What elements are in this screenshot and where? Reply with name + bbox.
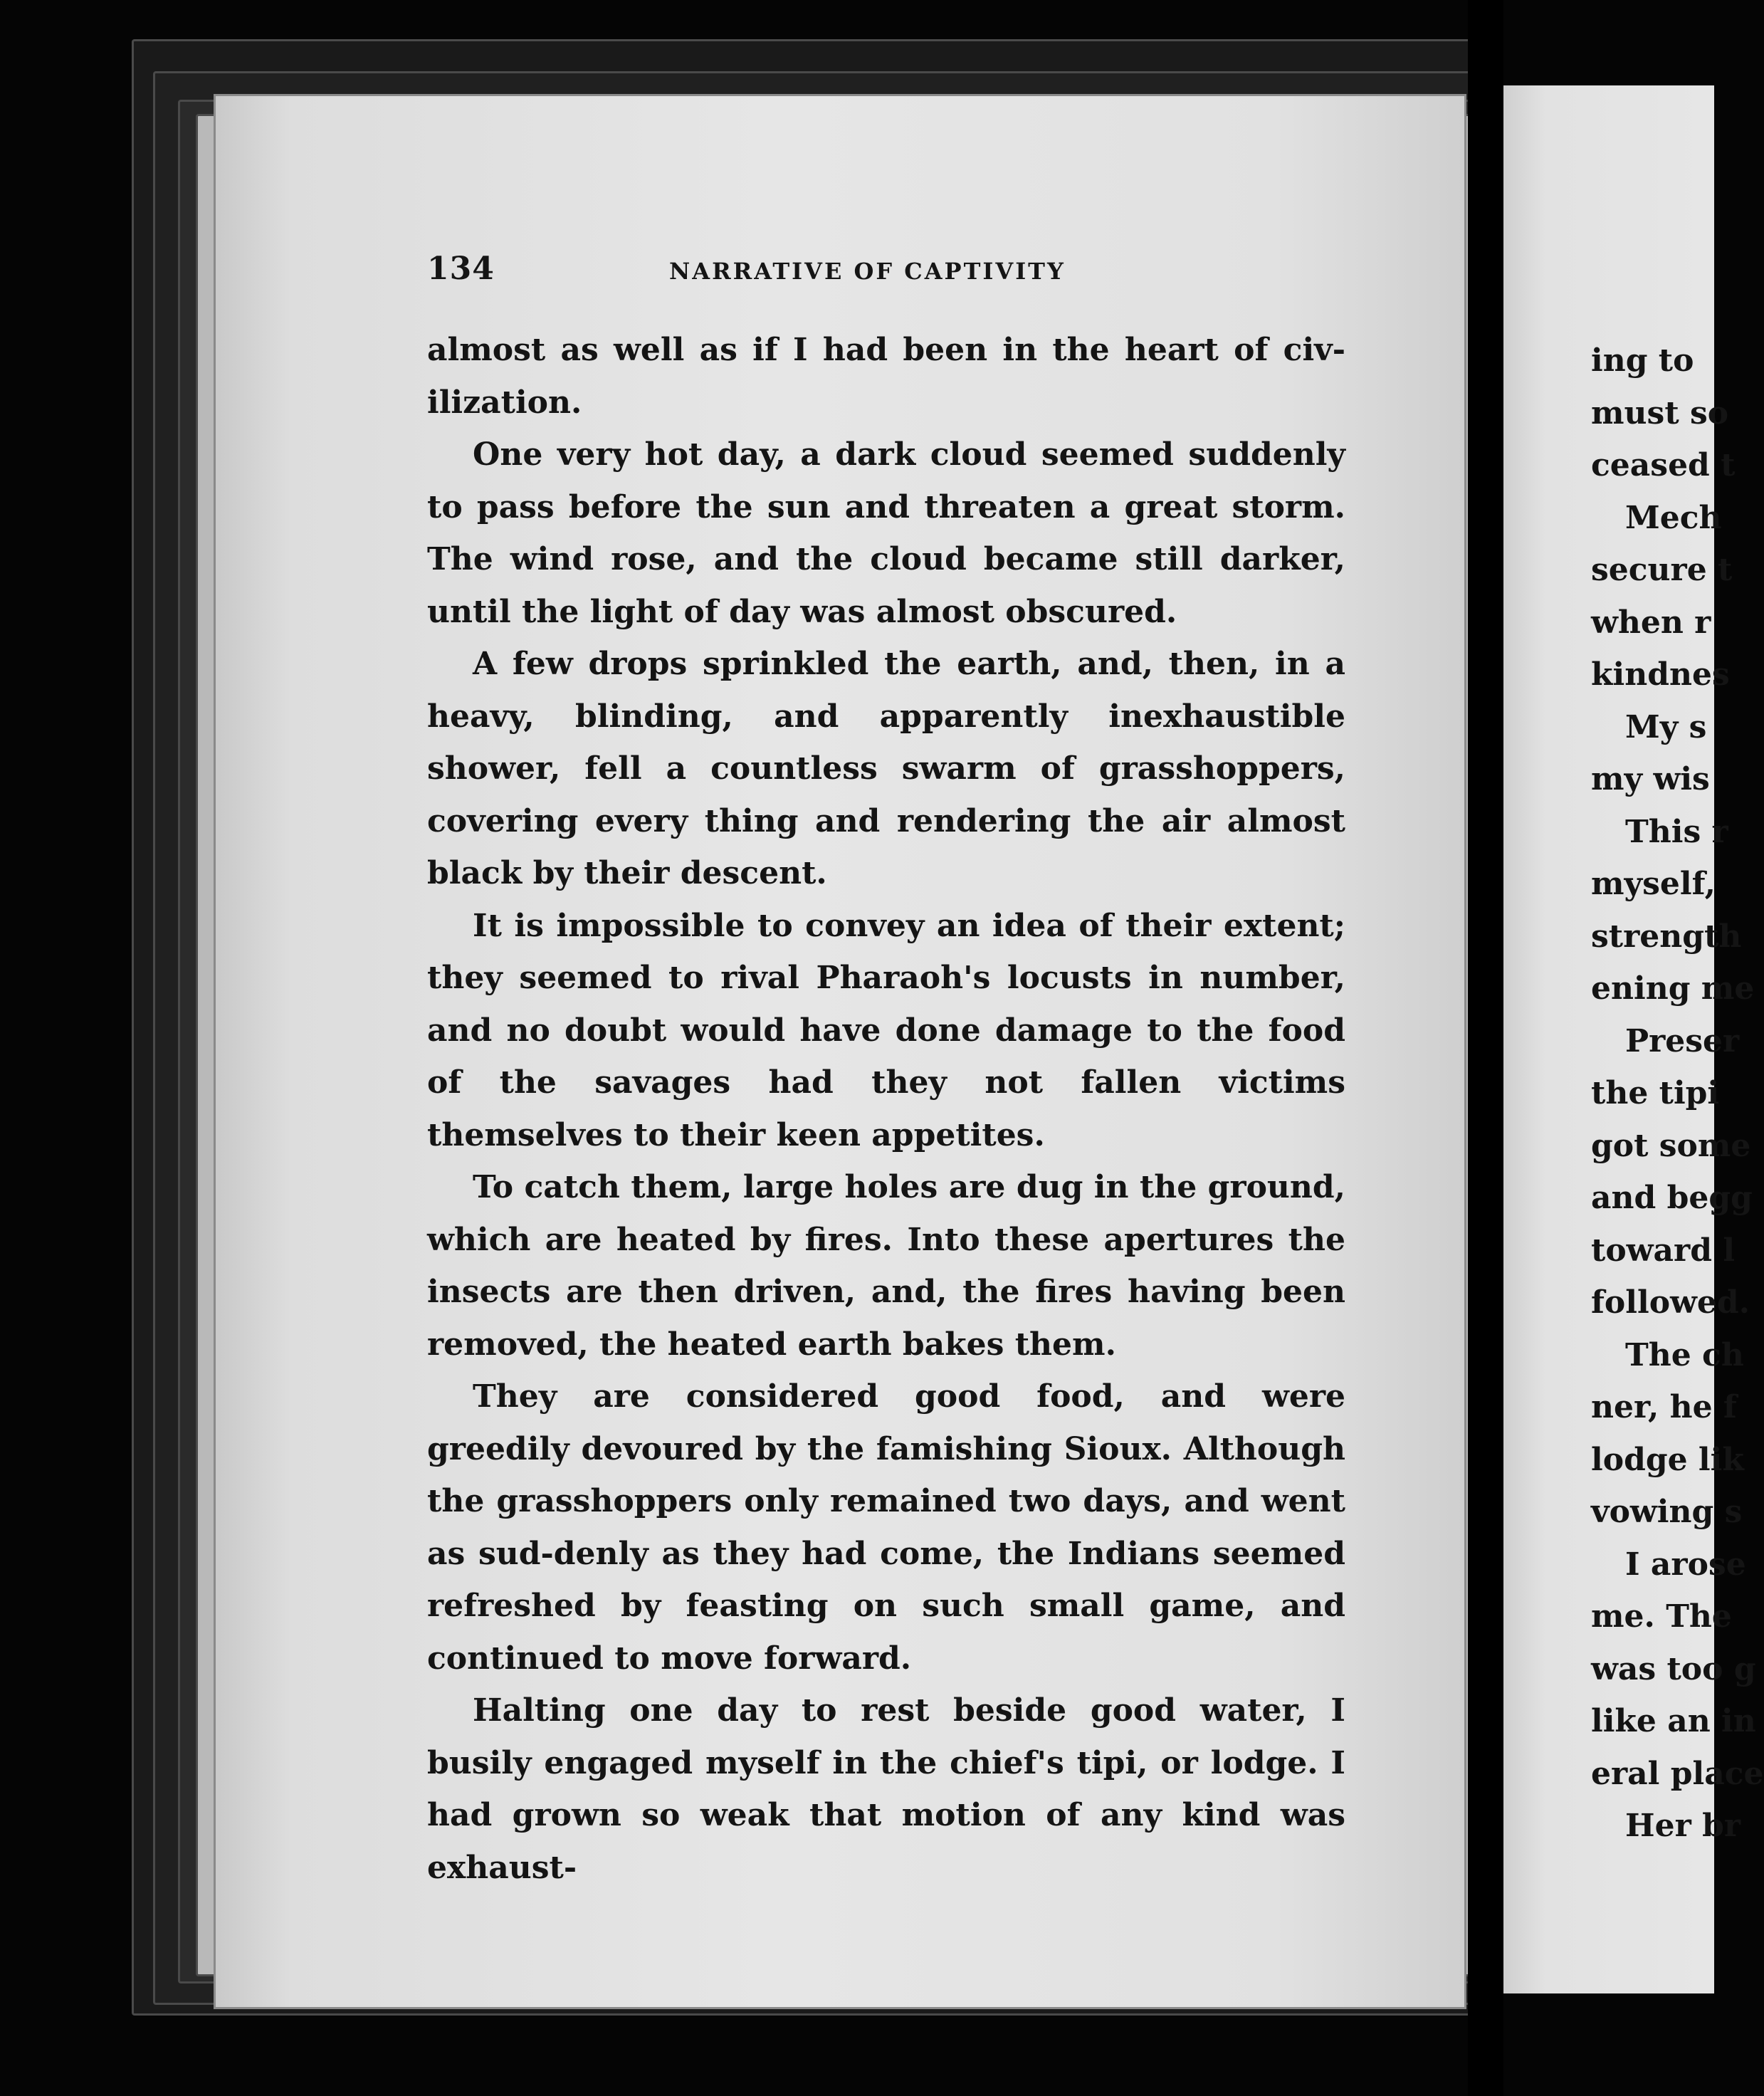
text-line: I arose bbox=[1625, 1546, 1746, 1583]
text-line: This r bbox=[1625, 813, 1728, 850]
text-line: ening me bbox=[1591, 970, 1755, 1007]
text-line: ceased t bbox=[1591, 447, 1736, 483]
text-line: got some bbox=[1591, 1127, 1751, 1164]
paragraph: Halting one day to rest beside good water, I busily engaged myself in the chief's tipi, or lodge. I had grown so weak that motion of any kind was exhaust- bbox=[427, 1692, 1345, 1886]
text-line: like an in bbox=[1591, 1703, 1756, 1739]
text-line: myself, bbox=[1591, 866, 1716, 902]
text-line: lodge lik bbox=[1591, 1441, 1744, 1478]
page-header bbox=[427, 251, 1353, 293]
text-line: was too g bbox=[1591, 1650, 1756, 1687]
paragraph: To catch them, large holes are dug in the ground, which are heated by fires. Into these apertures the insects are then driven, and, the fires having been removed, the heated earth bakes them. bbox=[427, 1169, 1345, 1363]
right-page-text-fragments bbox=[1591, 335, 1764, 1853]
text-line: ner, he f bbox=[1591, 1389, 1737, 1425]
text-line: The ch bbox=[1625, 1336, 1744, 1373]
text-line: and begg bbox=[1591, 1180, 1753, 1216]
text-line: secure t bbox=[1591, 552, 1733, 588]
left-page-body bbox=[427, 324, 1345, 1894]
text-line: must so bbox=[1591, 394, 1729, 431]
text-line: eral place bbox=[1591, 1755, 1764, 1792]
paragraph: One very hot day, a dark cloud seemed suddenly to pass before the sun and threaten a great storm. The wind rose, and the cloud became still darker, until the light of day was almost obscured. bbox=[427, 436, 1345, 630]
book-spine bbox=[1468, 0, 1503, 2096]
text-line: when r bbox=[1591, 604, 1711, 641]
text-line: Mech bbox=[1625, 499, 1722, 536]
text-line: my wis bbox=[1591, 761, 1710, 797]
running-head: NARRATIVE OF CAPTIVITY bbox=[669, 258, 1066, 285]
text-line: My s bbox=[1625, 708, 1707, 745]
text-line: me. The bbox=[1591, 1598, 1732, 1635]
text-line: the tipi bbox=[1591, 1075, 1720, 1111]
text-line: Preser bbox=[1625, 1022, 1740, 1059]
text-line: followed. bbox=[1591, 1284, 1750, 1321]
text-line: vowing s bbox=[1591, 1494, 1743, 1530]
text-line: toward l bbox=[1591, 1232, 1736, 1269]
paragraph: They are considered good food, and were greedily devoured by the famishing Sioux. Although the grasshoppers only remained two days, and went as sud-denly as they had come, the Indians seemed refreshed by feasting on such small game, and continued to move forward. bbox=[427, 1378, 1345, 1677]
paragraph: almost as well as if I had been in the heart of civ-ilization. bbox=[427, 332, 1345, 421]
text-line: ing to bbox=[1591, 342, 1694, 379]
paragraph: It is impossible to convey an idea of their extent; they seemed to rival Pharaoh's locusts in number, and no doubt would have done damage to the food of the savages had they not fallen victims themselves to their keen appetites. bbox=[427, 907, 1345, 1153]
text-line: Her br bbox=[1625, 1808, 1741, 1844]
paragraph: A few drops sprinkled the earth, and, then, in a heavy, blinding, and apparently inexhaustible shower, fell a countless swarm of grasshoppers, covering every thing and rendering the air almost black by their descent. bbox=[427, 646, 1345, 891]
page-number: 134 bbox=[427, 251, 495, 287]
text-line: strength bbox=[1591, 918, 1742, 955]
text-line: kindnes bbox=[1591, 656, 1730, 693]
